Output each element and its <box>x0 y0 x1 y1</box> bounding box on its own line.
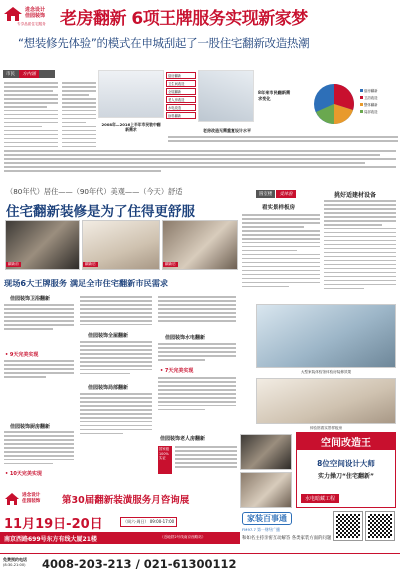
gallery-photo-1 <box>240 434 292 470</box>
service-4-title: 佳园装饰厨房翻新 <box>10 424 51 430</box>
service-price-3: • 10天完美实现 <box>5 471 42 477</box>
footer-logo-line2: 佳园装饰 <box>22 499 41 504</box>
radio-title: 家装百事通 <box>242 512 292 525</box>
page-subhead: “想装修先体验”的模式在申城刮起了一股住宅翻新改造热潮 <box>18 36 310 50</box>
footer-event: 第30届翻新装潢服务月咨询展 <box>62 495 190 506</box>
house-logo-icon <box>3 6 23 22</box>
right-title: 挑好适建材设备 <box>334 192 377 199</box>
footer-address: 南京西路699号东方有线大厦21楼 <box>4 536 97 543</box>
page-headline: 老房翻新 6项王牌服务实现新家梦 <box>60 9 308 29</box>
chart-left-img <box>98 70 164 118</box>
promo-sub: 水电暗藏工程 <box>301 494 339 503</box>
legend-item: 水电改造 <box>166 104 196 111</box>
legend-item: 厨房翻新 <box>166 72 196 79</box>
service-5-text <box>158 343 236 363</box>
services-heading: 现场6大王牌服务 满足全市住宅翻新市民需求 <box>4 278 169 288</box>
qr-code-1[interactable] <box>334 512 362 540</box>
chart-panel <box>98 70 258 148</box>
service-1-title: 佳园装饰卫浴翻新 <box>10 296 51 302</box>
service-4-text <box>4 431 74 467</box>
service-3-title: 佳园装饰局部翻新 <box>88 385 129 391</box>
footer-date-row <box>4 513 240 531</box>
showroom-photo <box>256 304 396 368</box>
legend-item: 卫生间改造 <box>166 80 196 87</box>
tag-after-2: 翻新后 <box>165 262 176 266</box>
promo-big3: 实力操刀“住宅翻新” <box>318 473 374 480</box>
service-price-2: • 7天完美实现 <box>160 368 194 374</box>
top-logo <box>3 4 57 30</box>
legend-item: 涂料翻新 <box>166 112 196 119</box>
pie-legend <box>360 88 396 116</box>
tag-before: 翻新前 <box>8 262 19 266</box>
service-5-list <box>158 377 236 413</box>
logo-sub: 专享品质住宅服务 <box>17 22 46 26</box>
pie-chart <box>258 70 398 148</box>
right-tag1: 圆室楼 <box>256 190 275 198</box>
footer-date: 11月19日-20日 <box>4 517 103 532</box>
showroom-caption-2: 体验馆看实景样板房 <box>309 426 343 430</box>
service-1-list <box>4 360 74 380</box>
banner-line1: （80年代）居住——（90年代）美观——（今天）舒适 <box>6 187 183 196</box>
pie-svg <box>312 82 356 126</box>
chart-caption: 老房改造无需重复设计水平 <box>203 128 251 133</box>
hotline-row <box>0 553 400 573</box>
radio-note: 和如名主持亲密互动解答 各类家装方面的问题 <box>242 536 332 541</box>
legend-item: 老人房改造 <box>166 96 196 103</box>
right-tag <box>256 190 296 198</box>
showroom-photo-2 <box>256 378 396 424</box>
right-text-a <box>242 214 320 290</box>
house-logo-icon <box>4 492 20 506</box>
promo-big2: 8位空间设计大师 <box>317 459 375 468</box>
chart-legend <box>166 72 196 120</box>
logo-line1: 进念设计 <box>25 7 46 13</box>
showroom-caption: 大型家装体验馆体验房装修效果 <box>300 370 352 374</box>
service-price-1: • 9天完美实现 <box>5 352 39 358</box>
service-badge: 国家级 100%实证 <box>158 446 172 474</box>
service-1-text <box>4 304 74 332</box>
banner-line2: 住宅翻新装修是为了住得更舒服 <box>6 204 195 220</box>
radio-sub: FM97.7 第一财经广播 <box>242 527 280 532</box>
pie-legend-item: 卫浴改造 <box>364 96 378 100</box>
service-col3-top <box>158 296 236 324</box>
service-2-title: 佳园装饰全屋翻新 <box>88 333 129 339</box>
service-5-title: 佳园装饰水电翻新 <box>165 335 206 341</box>
footer-logo-line1: 进念设计 <box>22 493 41 498</box>
mid-text-block <box>4 150 396 174</box>
logo-line2: 佳园装饰 <box>25 13 46 19</box>
legend-item: 全屋翻新 <box>166 88 196 95</box>
pie-caption-text <box>258 136 398 144</box>
hotline-number[interactable]: 4008-203-213 / 021-61300112 <box>42 557 237 571</box>
promo-big1: 空间改造王 <box>297 433 395 450</box>
right-text-b <box>324 200 396 292</box>
radio-block <box>242 512 332 556</box>
intro-tag1: 市民 <box>6 72 15 77</box>
chart-caption-text <box>168 136 258 144</box>
service-6-text <box>175 446 237 470</box>
hotline-sub: (8:30-21:00) <box>3 563 26 567</box>
chart-mid-img <box>198 70 254 122</box>
pie-title: 8年来市民翻新需求变化 <box>258 90 291 101</box>
gallery-photo-2 <box>240 472 292 508</box>
footer-date-sub: （周六-周日） 09:00-17:00 <box>120 517 177 527</box>
pie-legend-item: 厨房翻新 <box>364 89 378 93</box>
intro-tag <box>3 70 55 78</box>
tag-after: 翻新后 <box>85 262 96 266</box>
hotline-label: 免费预约电话 <box>3 557 27 562</box>
service-3-text <box>80 393 152 437</box>
footer-address-row <box>0 532 240 544</box>
right-photo-title: 看实景样板房 <box>262 205 296 211</box>
qr-code-2[interactable] <box>366 512 394 540</box>
pie-legend-item: 整体翻新 <box>364 103 378 107</box>
promo-panel <box>296 432 396 508</box>
right-tag2: 受体验 <box>276 190 295 198</box>
footer-top <box>0 488 240 510</box>
service-col2-top <box>80 296 152 328</box>
service-2-text <box>80 341 152 377</box>
service-6-title: 佳园装饰老人房翻新 <box>160 436 206 442</box>
pie-legend-item: 局部改造 <box>364 110 378 114</box>
chart-title: 2008年—2016上半年市民装中翻新需求 <box>101 122 161 132</box>
intro-tag2: 方内涵 <box>19 70 39 78</box>
footer-address-sub: （近地铁2号线南京西路站） <box>160 535 206 539</box>
